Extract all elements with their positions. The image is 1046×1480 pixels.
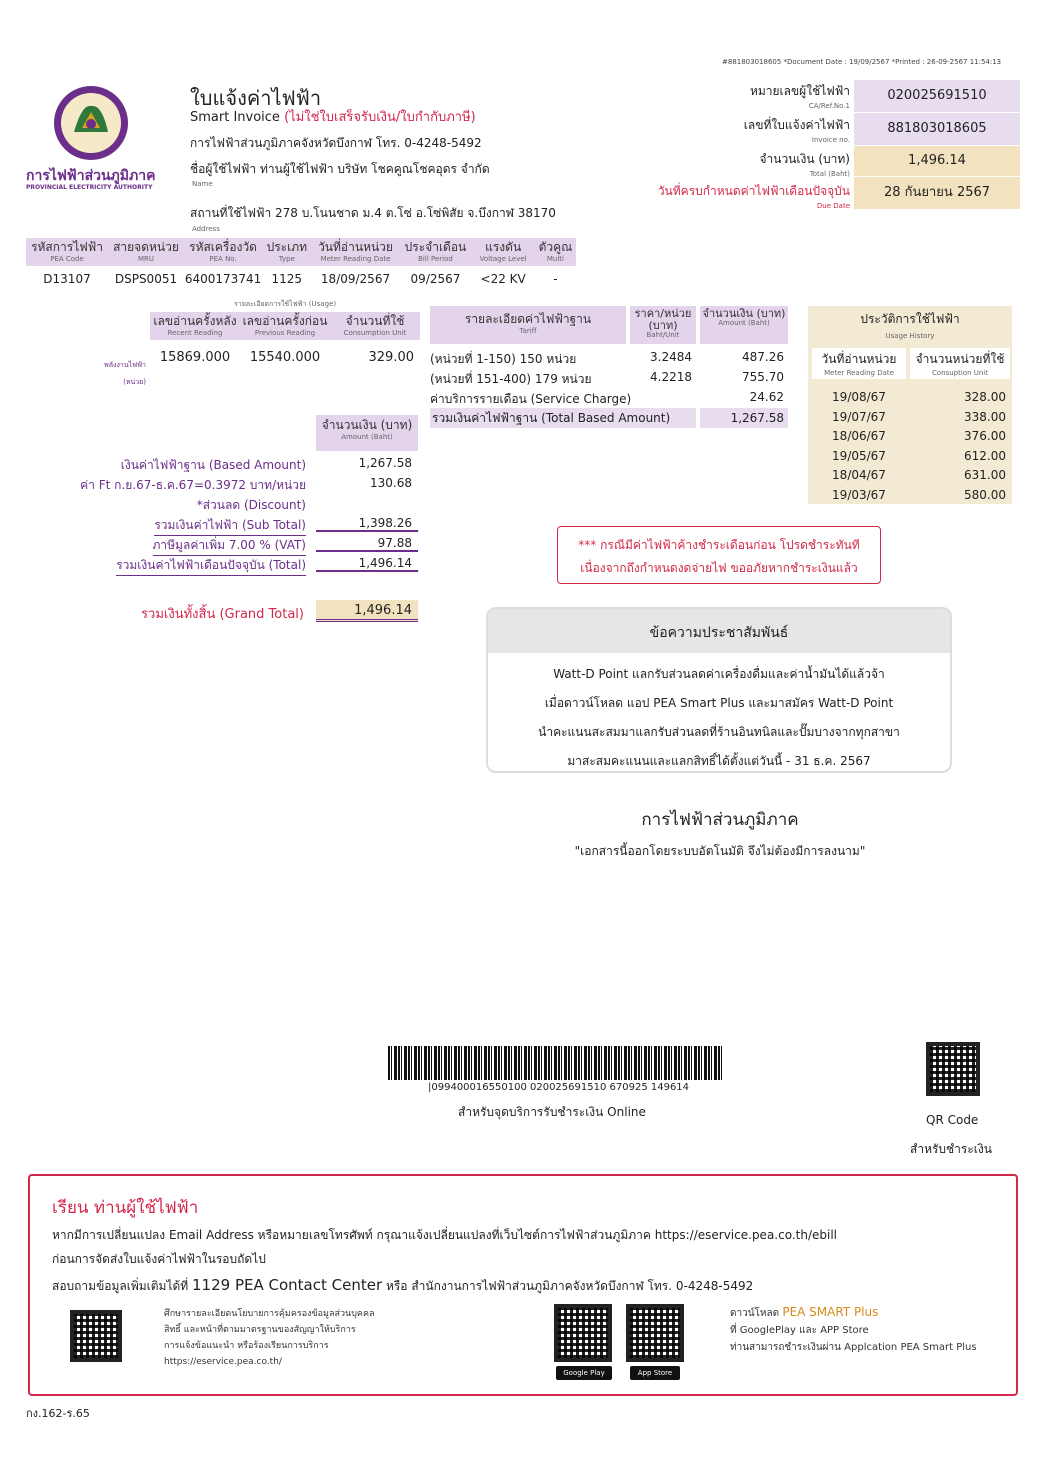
meter-head-mru: สายจดหน่วย MRU <box>108 238 184 266</box>
history-row <box>808 449 1012 469</box>
history-unit: 338.00 <box>964 409 1006 424</box>
history-date: 19/03/67 <box>832 487 886 502</box>
usage-caption: รายละเอียดการใช้ไฟฟ้า (Usage) <box>234 300 337 308</box>
subtitle-not-receipt: (ไม่ใช่ใบเสร็จรับเงิน/ใบกำกับภาษี) <box>284 110 476 125</box>
summary-value: 1,398.26 <box>316 516 418 532</box>
overdue-notice <box>557 526 881 584</box>
qr-caption: สำหรับชำระเงิน <box>910 1142 992 1156</box>
history-head-unit: จำนวนหน่วยที่ใช้ Consuption Unit <box>910 348 1010 379</box>
due-date-label: วันที่ครบกำหนดค่าไฟฟ้าเดือนปัจจุบัน <box>657 184 850 198</box>
history-row <box>808 429 1012 449</box>
history-row <box>808 488 1012 508</box>
notice-line-next: ก่อนการจัดส่งใบแจ้งค่าไฟฟ้าในรอบถัดไป <box>52 1252 266 1266</box>
name-label: Name <box>192 180 213 188</box>
due-date-value: 28 กันยายน 2567 <box>854 177 1020 209</box>
meter-multi: - <box>553 271 558 286</box>
office-line: การไฟฟ้าส่วนภูมิภาคจังหวัดบึงกาฬ โทร. 0-4248-5492 <box>190 136 482 150</box>
usage-consumption: 329.00 <box>368 349 414 365</box>
invoice-no-value: 881803018605 <box>854 113 1020 145</box>
usage-head-previous: เลขอ่านครั้งก่อน Previous Reading <box>240 312 330 340</box>
summary-value: 97.88 <box>316 536 418 552</box>
total-sub: Total (Baht) <box>809 170 850 178</box>
grand-total-label: รวมเงินทั้งสิ้น (Grand Total) <box>141 607 304 622</box>
total-label: จำนวนเงิน (บาท) <box>759 152 850 166</box>
app-store-qr-code <box>626 1304 684 1362</box>
logo-text-en: PROVINCIAL ELECTRICITY AUTHORITY <box>26 184 153 191</box>
summary-row <box>40 554 418 574</box>
usage-history <box>808 306 1012 504</box>
pr-line: Watt-D Point แลกรับส่วนลดค่าเครื่องดื่มและค่าน้ำมันได้แล้วจ้า <box>553 667 885 681</box>
summary-label: รวมเงินค่าไฟฟ้า (Sub Total) <box>154 516 306 536</box>
pea-seal-icon <box>52 84 130 162</box>
tariff-head-amount: จำนวนเงิน (บาท) Amount (Baht) <box>700 306 788 344</box>
history-title-en: Usage History <box>885 332 935 340</box>
google-play-qr-code <box>554 1304 612 1362</box>
meter-table-header <box>26 238 576 266</box>
history-row <box>808 410 1012 430</box>
tariff-total-value: 1,267.58 <box>700 408 788 428</box>
meter-head-bill-period: ประจำเดือน Bill Period <box>400 238 472 266</box>
summary-label: ภาษีมูลค่าเพิ่ม 7.00 % (VAT) <box>153 536 307 556</box>
history-unit: 612.00 <box>964 448 1006 463</box>
grand-total-value: 1,496.14 <box>316 600 418 622</box>
history-head-date: วันที่อ่านหน่วย Meter Reading Date <box>812 348 906 379</box>
app-store-badge[interactable]: App Store <box>630 1366 680 1380</box>
pr-title: ข้อความประชาสัมพันธ์ <box>488 609 950 653</box>
due-date-sub: Due Date <box>816 202 850 210</box>
summary-row <box>40 474 418 494</box>
customer-address: สถานที่ใช้ไฟฟ้า 278 บ.โนนชาด ม.4 ต.โซ่ อ.โซ่พิสัย จ.บึงกาฬ 38170 <box>190 206 556 220</box>
meter-head-pea-no: รหัสเครื่องวัด PEA No. <box>184 238 262 266</box>
invoice-subtitle <box>190 106 476 127</box>
tariff-row: (หน่วยที่ 1-150) 150 หน่วย 3.2484 487.26 <box>430 350 784 366</box>
summary-row <box>40 454 418 474</box>
history-date: 18/04/67 <box>832 468 886 483</box>
pr-line: นำคะแนนสะสมมาแลกรับส่วนลดที่ร้านอินทนิลและปั๊มบางจากทุกสาขา <box>538 725 900 739</box>
summary-value: 1,496.14 <box>316 556 418 572</box>
barcode-number: |099400016550100 020025691510 670925 149614 <box>428 1082 690 1093</box>
notice-greeting: เรียน ท่านผู้ใช้ไฟฟ้า <box>52 1198 199 1218</box>
history-row <box>808 390 1012 410</box>
barcode-caption: สำหรับจุดบริการรับชำระเงิน Online <box>458 1105 646 1119</box>
history-unit: 328.00 <box>964 390 1006 404</box>
summary-label: เงินค่าไฟฟ้าฐาน (Based Amount) <box>120 458 306 472</box>
meter-bill-period: 09/2567 <box>410 271 461 286</box>
usage-head-recent: เลขอ่านครั้งหลัง Recent Reading <box>150 312 240 340</box>
history-title: ประวัติการใช้ไฟฟ้า <box>860 312 960 326</box>
history-unit: 580.00 <box>964 487 1006 502</box>
payment-qr-code <box>926 1042 980 1096</box>
history-date: 18/06/67 <box>832 429 886 444</box>
notice-line-email: หากมีการเปลี่ยนแปลง Email Address หรือหมายเลขโทรศัพท์ กรุณาแจ้งเปลี่ยนแปลงที่เว็บไซต์การไฟฟ้าส่วนภูมิภาค https://eservice.pea.co.th/ebill <box>52 1228 838 1242</box>
tariff-head-desc: รายละเอียดค่าไฟฟ้าฐาน Tariff <box>430 306 626 344</box>
pr-box <box>486 607 952 773</box>
grand-total-row <box>40 600 418 624</box>
meter-head-voltage: แรงดัน Voltage Level <box>471 238 535 266</box>
org-name: การไฟฟ้าส่วนภูมิภาค <box>641 810 799 830</box>
auto-doc-note: "เอกสารนี้ออกโดยระบบอัตโนมัติ จึงไม่ต้องมีการลงนาม" <box>574 844 866 858</box>
invoice-no-sub: Invoice no. <box>811 136 850 144</box>
qr-label: QR Code <box>926 1113 979 1127</box>
meter-reading-date: 18/09/2567 <box>320 271 391 286</box>
summary-label: *ส่วนลด (Discount) <box>196 498 306 512</box>
tariff-row: (หน่วยที่ 151-400) 179 หน่วย 4.2218 755.70 <box>430 370 784 386</box>
ca-sub: CA/Ref.No.1 <box>808 102 850 110</box>
summary-value: 130.68 <box>370 476 412 490</box>
meter-table <box>26 238 576 286</box>
meter-mru: DSPS0051 <box>114 271 178 286</box>
pea-smart-plus: PEA SMART Plus <box>782 1305 879 1319</box>
app-text: ดาวน์โหลด PEA SMART Plus ที่ GooglePlay และ APP Store ท่านสามารถชำระเงินผ่าน Applcation PEA Smart Plus <box>730 1305 977 1353</box>
history-rows <box>808 390 1012 508</box>
tariff-total-label: รวมเงินค่าไฟฟ้าฐาน (Total Based Amount) <box>430 408 696 428</box>
ca-label: หมายเลขผู้ใช้ไฟฟ้า <box>749 84 850 98</box>
history-date: 19/08/67 <box>832 390 886 404</box>
total-value: 1,496.14 <box>854 146 1020 176</box>
usage-row-label: พลังงานไฟฟ้า (หน่วย) <box>104 361 146 386</box>
usage-table <box>150 312 420 365</box>
usage-head-consumption: จำนวนที่ใช้ Consumption Unit <box>330 312 420 340</box>
history-unit: 631.00 <box>964 468 1006 483</box>
notice-line-2: เนื่องจากถึงกำหนดงดจ่ายไฟ ขออภัยหากชำระเงินแล้ว <box>580 561 858 575</box>
summary-value: 1,267.58 <box>358 456 412 470</box>
history-date: 19/07/67 <box>832 409 886 424</box>
summary-row <box>40 534 418 554</box>
invoice-no-label: เลขที่ใบแจ้งค่าไฟฟ้า <box>743 118 850 132</box>
pr-line: มาสะสมคะแนนและแลกสิทธิ์ได้ตั้งแต่วันนี้ - 31 ธ.ค. 2567 <box>567 754 871 768</box>
subtitle-smart-invoice: Smart Invoice <box>190 110 285 125</box>
tariff-head-rate: ราคา/หน่วย (บาท) Baht/Unit <box>630 306 696 344</box>
privacy-text: ศึกษารายละเอียดนโยบายการคุ้มครองข้อมูลส่วนบุคคล สิทธิ์ และหน้าที่ตามมาตรฐานของสัญญาให้บริการ การแจ้งข้อแนะนำ หรือร้องเรียนการบริการ https://eservice.pea.co.th/ <box>164 1309 375 1367</box>
meter-head-type: ประเภท Type <box>262 238 311 266</box>
payment-barcode <box>388 1046 722 1080</box>
summary-row <box>40 494 418 514</box>
pea-logo <box>52 84 130 162</box>
summary-amount-header: จำนวนเงิน (บาท) Amount (Baht) <box>316 415 418 451</box>
customer-name: ชื่อผู้ใช้ไฟฟ้า ท่านผู้ใช้ไฟฟ้า บริษัท โชคคูณโชคอุดร จำกัด <box>190 162 490 176</box>
summary-label: รวมเงินค่าไฟฟ้าเดือนปัจจุบัน (Total) <box>116 556 306 576</box>
google-play-badge[interactable]: Google Play <box>556 1366 612 1380</box>
meter-head-pea-code: รหัสการไฟฟ้า PEA Code <box>26 238 108 266</box>
meter-pea-code: D13107 <box>43 271 91 286</box>
logo-text-th: การไฟฟ้าส่วนภูมิภาค <box>26 168 156 184</box>
history-row <box>808 468 1012 488</box>
document-meta: #881803018605 *Document Date : 19/09/2567 *Printed : 26-09-2567 11:54:13 <box>722 58 1002 66</box>
invoice-title: ใบแจ้งค่าไฟฟ้า <box>190 86 322 110</box>
usage-recent: 15869.000 <box>159 349 231 365</box>
history-date: 19/05/67 <box>832 448 886 463</box>
summary-label: ค่า Ft ก.ย.67-ธ.ค.67=0.3972 บาท/หน่วย <box>80 478 306 492</box>
meter-head-reading-date: วันที่อ่านหน่วย Meter Reading Date <box>311 238 399 266</box>
meter-table-row <box>26 266 576 286</box>
address-label: Address <box>192 225 220 233</box>
usage-previous: 15540.000 <box>249 349 321 365</box>
customer-notice-box <box>28 1174 1018 1396</box>
history-unit: 376.00 <box>964 429 1006 444</box>
contact-center: 1129 PEA Contact Center <box>192 1276 383 1294</box>
meter-voltage: <22 KV <box>480 271 526 286</box>
notice-line-contact: สอบถามข้อมูลเพิ่มเติมได้ที่ 1129 PEA Contact Center หรือ สำนักงานการไฟฟ้าส่วนภูมิภาคจังหวัดบึงกาฬ โทร. 0-4248-5492 <box>52 1276 754 1294</box>
form-code: กง.162-ร.65 <box>26 1407 90 1420</box>
meter-type: 1125 <box>271 271 303 286</box>
summary-row <box>40 514 418 534</box>
meter-head-multi: ตัวคูณ Multi <box>535 238 576 266</box>
pr-line: เมื่อดาวน์โหลด แอป PEA Smart Plus และมาสมัคร Watt-D Point <box>544 696 894 710</box>
privacy-qr-code <box>70 1310 122 1362</box>
summary-rows <box>40 454 418 574</box>
tariff-total-row <box>430 408 790 428</box>
tariff-row: ค่าบริการรายเดือน (Service Charge) 24.62 <box>430 390 784 406</box>
notice-line-1: *** กรณีมีค่าไฟฟ้าค้างชำระเดือนก่อน โปรดชำระทันที <box>578 538 860 552</box>
meter-pea-no: 6400173741 <box>184 271 262 286</box>
ca-value: 020025691510 <box>854 80 1020 112</box>
